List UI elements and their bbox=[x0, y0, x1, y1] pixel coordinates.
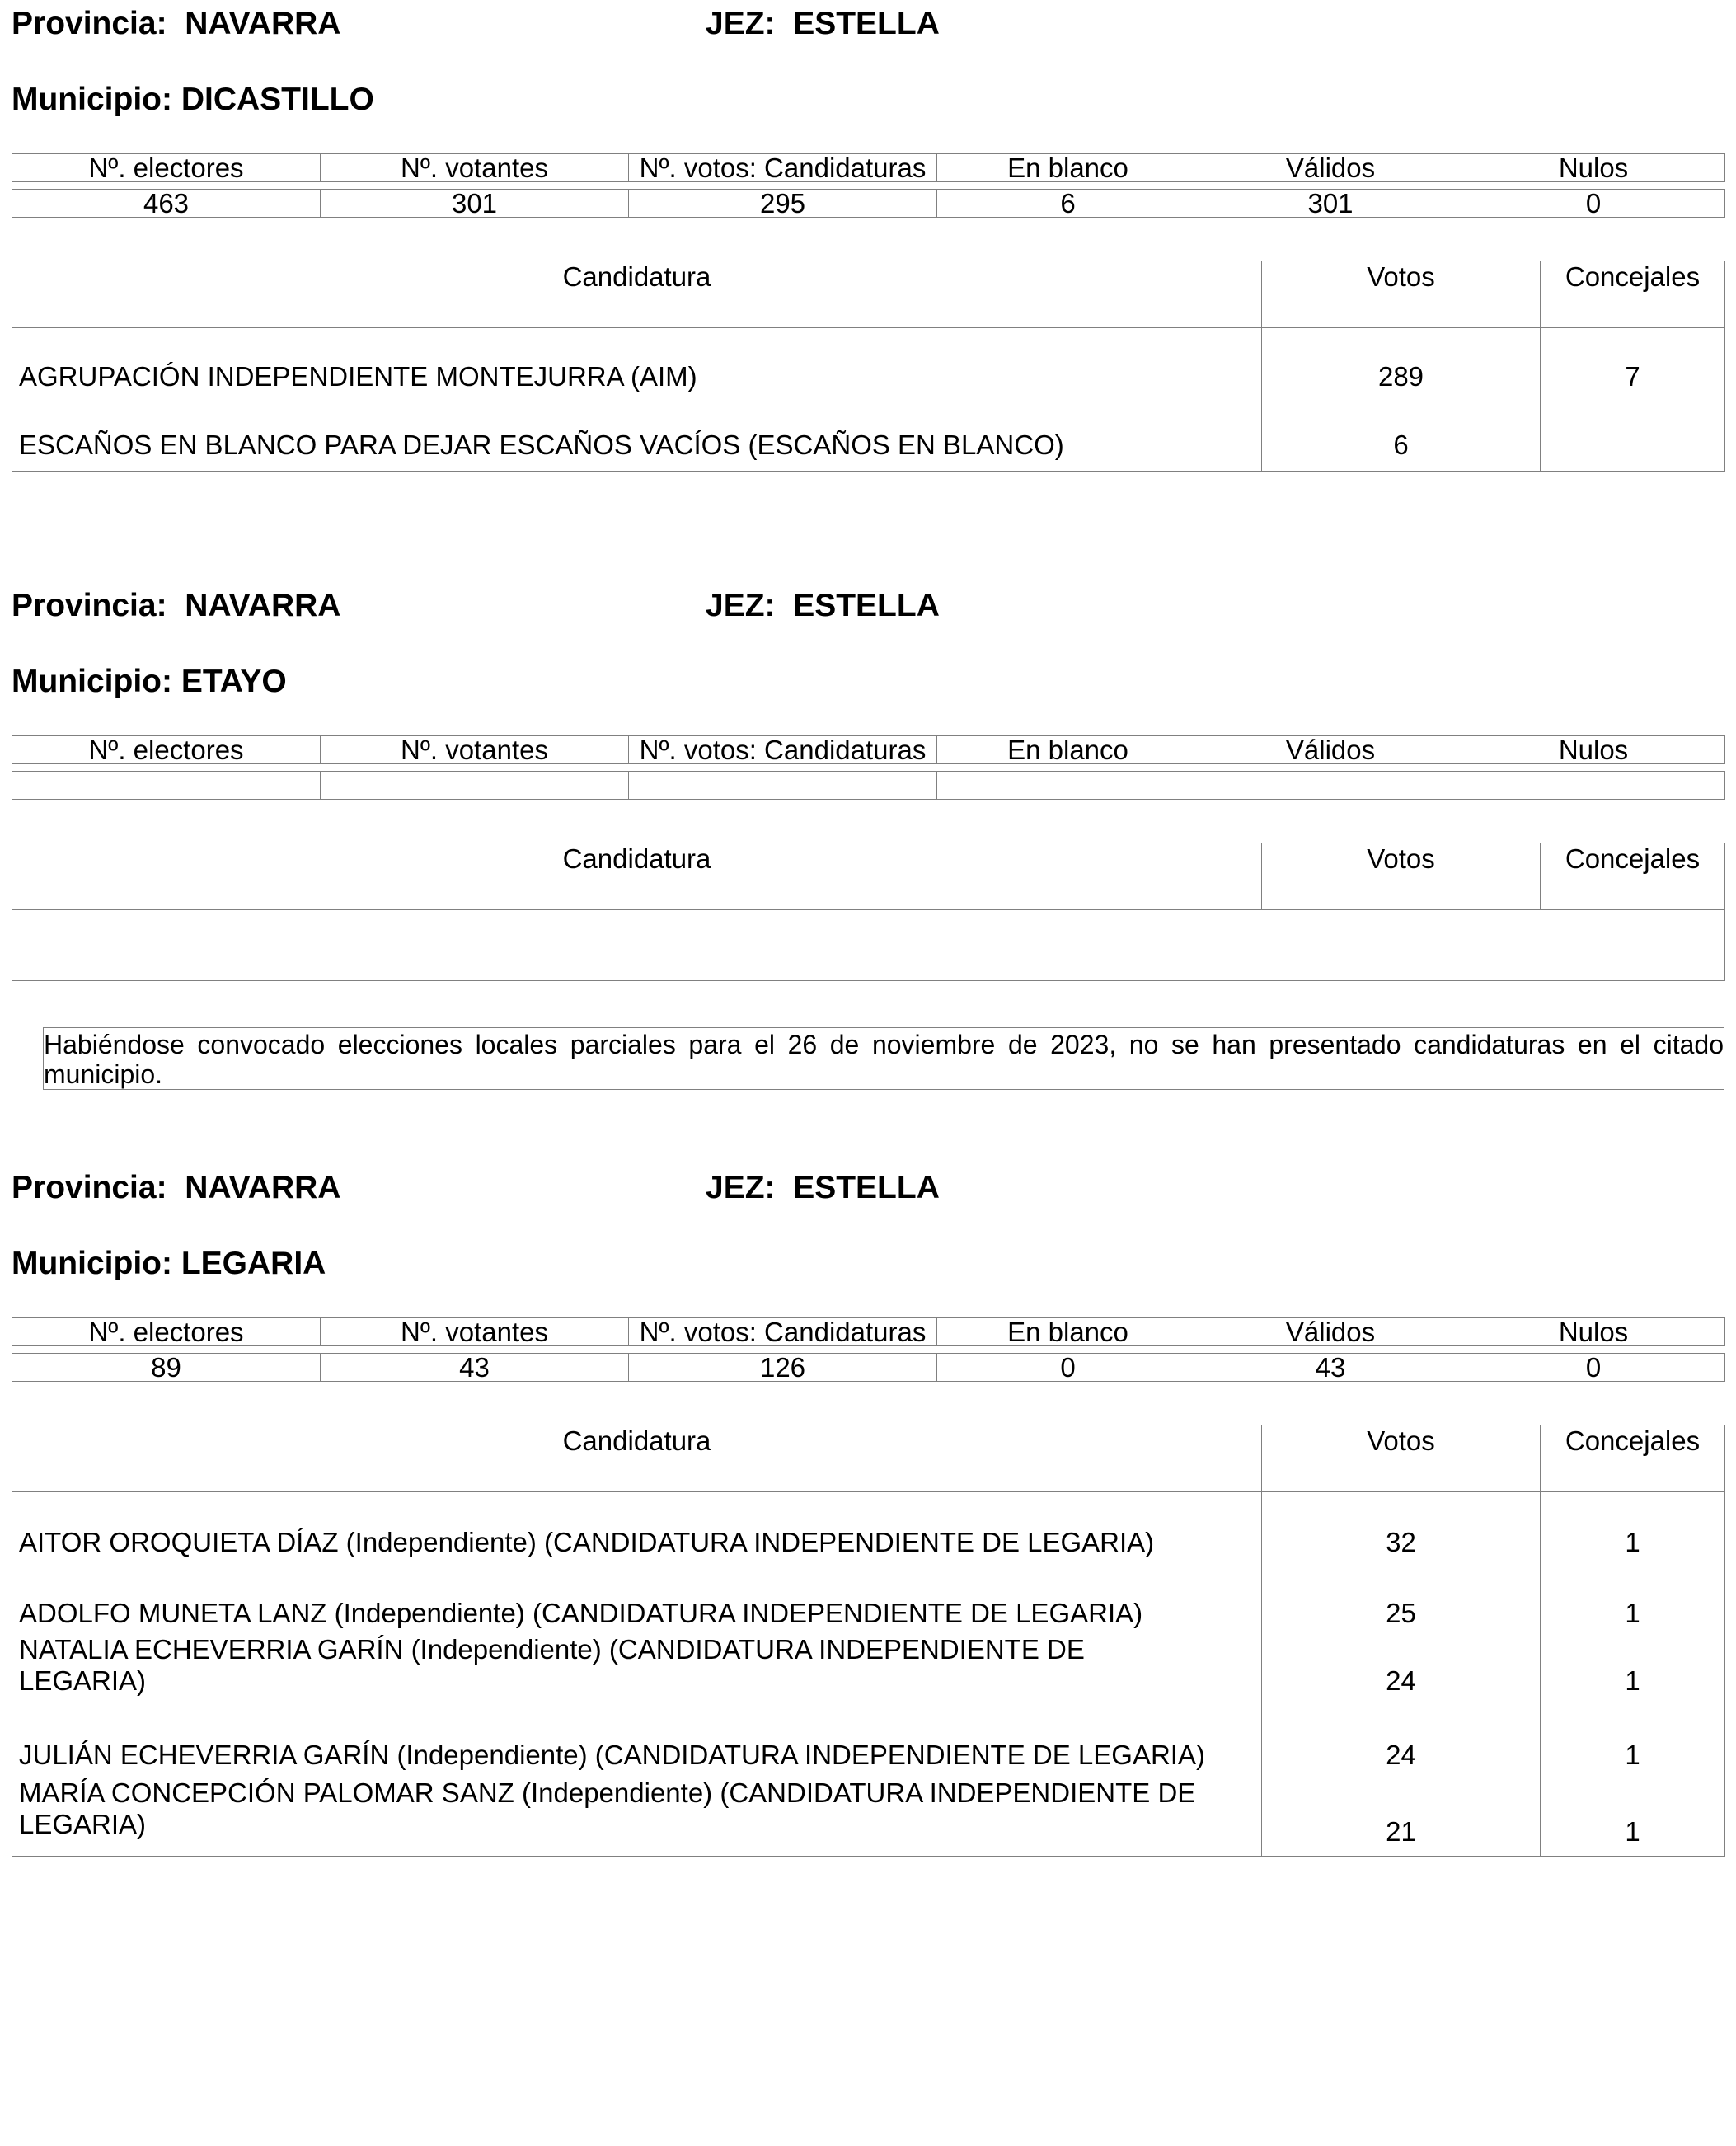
provincia-heading bbox=[12, 1169, 340, 1207]
stats-header-row bbox=[12, 736, 1725, 764]
candidatura-votos: 24 bbox=[1262, 1632, 1541, 1708]
stats-value-cell bbox=[12, 772, 321, 800]
votos-header: Votos bbox=[1262, 261, 1541, 328]
candidatura-votos: 32 bbox=[1262, 1492, 1541, 1563]
stats-value-cell bbox=[1199, 772, 1462, 800]
municipio-label: Municipio: bbox=[12, 664, 172, 699]
stats-table bbox=[12, 735, 1725, 800]
stats-header-cell: Nº. votos: Candidaturas bbox=[629, 736, 937, 764]
stats-value-cell: 43 bbox=[1199, 1354, 1462, 1382]
candidatura-votos: 21 bbox=[1262, 1774, 1541, 1857]
stats-value-cell: 301 bbox=[321, 190, 629, 218]
stats-header-cell: Nº. electores bbox=[12, 1318, 321, 1346]
candidatura-row bbox=[12, 401, 1725, 472]
candidatura-row bbox=[12, 1774, 1725, 1857]
candidaturas-header-row bbox=[12, 1425, 1725, 1492]
candidatura-votos: 6 bbox=[1262, 401, 1541, 472]
candidaturas-header-row bbox=[12, 843, 1725, 910]
stats-value-cell bbox=[629, 772, 937, 800]
candidatura-concejales: 1 bbox=[1541, 1774, 1725, 1857]
stats-header-cell: Nº. votos: Candidaturas bbox=[629, 1318, 937, 1346]
jez-value: ESTELLA bbox=[793, 1170, 940, 1205]
candidatura-name: MARÍA CONCEPCIÓN PALOMAR SANZ (Independiente) (CANDIDATURA INDEPENDIENTE DE LEGARIA) bbox=[12, 1774, 1262, 1857]
jez-value: ESTELLA bbox=[793, 588, 940, 623]
municipio-value: ETAYO bbox=[181, 664, 287, 699]
municipio-heading bbox=[12, 81, 374, 119]
provincia-label: Provincia: bbox=[12, 1170, 167, 1205]
stats-header-cell: En blanco bbox=[937, 1318, 1199, 1346]
concejales-header: Concejales bbox=[1541, 843, 1725, 910]
candidatura-row bbox=[12, 1563, 1725, 1632]
stats-header-cell: Válidos bbox=[1199, 736, 1462, 764]
candidaturas-table bbox=[12, 1425, 1725, 1857]
candidatura-concejales: 1 bbox=[1541, 1563, 1725, 1632]
stats-value-cell: 126 bbox=[629, 1354, 937, 1382]
municipio-heading bbox=[12, 663, 287, 701]
provincia-label: Provincia: bbox=[12, 6, 167, 41]
jez-heading bbox=[706, 1169, 940, 1207]
candidatura-concejales bbox=[1541, 401, 1725, 472]
candidaturas-header-row bbox=[12, 261, 1725, 328]
stats-header-cell: Nº. electores bbox=[12, 154, 321, 182]
candidatura-name: NATALIA ECHEVERRIA GARÍN (Independiente) (CANDIDATURA INDEPENDIENTE DE LEGARIA) bbox=[12, 1632, 1262, 1708]
candidatura-row bbox=[12, 1632, 1725, 1708]
candidatura-header: Candidatura bbox=[12, 843, 1262, 910]
jez-label: JEZ: bbox=[706, 588, 776, 623]
stats-value-cell: 295 bbox=[629, 190, 937, 218]
stats-header-cell: Nº. votantes bbox=[321, 154, 629, 182]
candidatura-concejales: 1 bbox=[1541, 1632, 1725, 1708]
stats-header-cell: Nº. electores bbox=[12, 736, 321, 764]
jez-heading bbox=[706, 587, 940, 625]
votos-header: Votos bbox=[1262, 843, 1541, 910]
provincia-value: NAVARRA bbox=[185, 6, 341, 41]
stats-value-cell: 301 bbox=[1199, 190, 1462, 218]
municipio-value: DICASTILLO bbox=[181, 82, 374, 117]
provincia-value: NAVARRA bbox=[185, 1170, 341, 1205]
municipio-heading bbox=[12, 1245, 326, 1283]
municipio-label: Municipio: bbox=[12, 82, 172, 117]
notice-box: Habiéndose convocado elecciones locales parciales para el 26 de noviembre de 2023, no se han presentado candidaturas en el citado municipio. bbox=[43, 1027, 1724, 1090]
stats-value-cell: 0 bbox=[1462, 1354, 1725, 1382]
stats-header-cell: Nulos bbox=[1462, 1318, 1725, 1346]
jez-label: JEZ: bbox=[706, 6, 776, 41]
stats-value-cell: 89 bbox=[12, 1354, 321, 1382]
candidatura-concejales: 1 bbox=[1541, 1708, 1725, 1774]
candidatura-votos: 24 bbox=[1262, 1708, 1541, 1774]
provincia-heading bbox=[12, 5, 340, 43]
stats-value-row bbox=[12, 1354, 1725, 1382]
municipio-value: LEGARIA bbox=[181, 1246, 326, 1281]
candidatura-name: AGRUPACIÓN INDEPENDIENTE MONTEJURRA (AIM) bbox=[12, 328, 1262, 401]
stats-table bbox=[12, 1317, 1725, 1382]
concejales-header: Concejales bbox=[1541, 1425, 1725, 1492]
candidatura-row bbox=[12, 1708, 1725, 1774]
jez-value: ESTELLA bbox=[793, 6, 940, 41]
candidatura-concejales: 7 bbox=[1541, 328, 1725, 401]
stats-value-cell bbox=[937, 772, 1199, 800]
empty-candidatura-row bbox=[12, 910, 1725, 981]
jez-heading bbox=[706, 5, 940, 43]
candidatura-votos: 25 bbox=[1262, 1563, 1541, 1632]
stats-header-cell: Nulos bbox=[1462, 736, 1725, 764]
stats-header-row bbox=[12, 1318, 1725, 1346]
candidatura-name: JULIÁN ECHEVERRIA GARÍN (Independiente) (CANDIDATURA INDEPENDIENTE DE LEGARIA) bbox=[12, 1708, 1262, 1774]
stats-value-cell bbox=[321, 772, 629, 800]
stats-header-cell: Válidos bbox=[1199, 1318, 1462, 1346]
votos-header: Votos bbox=[1262, 1425, 1541, 1492]
stats-value-cell: 43 bbox=[321, 1354, 629, 1382]
candidatura-concejales: 1 bbox=[1541, 1492, 1725, 1563]
stats-header-cell: Nº. votantes bbox=[321, 736, 629, 764]
stats-header-cell: Válidos bbox=[1199, 154, 1462, 182]
stats-value-cell: 463 bbox=[12, 190, 321, 218]
stats-header-row bbox=[12, 154, 1725, 182]
candidaturas-table bbox=[12, 261, 1725, 472]
candidatura-row bbox=[12, 328, 1725, 401]
stats-table bbox=[12, 153, 1725, 218]
stats-header-cell: Nº. votantes bbox=[321, 1318, 629, 1346]
municipio-label: Municipio: bbox=[12, 1246, 172, 1281]
candidatura-header: Candidatura bbox=[12, 1425, 1262, 1492]
stats-header-cell: Nulos bbox=[1462, 154, 1725, 182]
provincia-value: NAVARRA bbox=[185, 588, 341, 623]
provincia-label: Provincia: bbox=[12, 588, 167, 623]
provincia-heading bbox=[12, 587, 340, 625]
candidatura-name: ADOLFO MUNETA LANZ (Independiente) (CANDIDATURA INDEPENDIENTE DE LEGARIA) bbox=[12, 1563, 1262, 1632]
stats-value-cell: 0 bbox=[937, 1354, 1199, 1382]
candidatura-header: Candidatura bbox=[12, 261, 1262, 328]
candidatura-votos: 289 bbox=[1262, 328, 1541, 401]
concejales-header: Concejales bbox=[1541, 261, 1725, 328]
stats-value-cell bbox=[1462, 772, 1725, 800]
stats-value-cell: 6 bbox=[937, 190, 1199, 218]
stats-value-row bbox=[12, 190, 1725, 218]
candidatura-name: ESCAÑOS EN BLANCO PARA DEJAR ESCAÑOS VACÍOS (ESCAÑOS EN BLANCO) bbox=[12, 401, 1262, 472]
candidatura-row bbox=[12, 1492, 1725, 1563]
candidaturas-table bbox=[12, 843, 1725, 981]
stats-header-cell: Nº. votos: Candidaturas bbox=[629, 154, 937, 182]
stats-header-cell: En blanco bbox=[937, 154, 1199, 182]
candidatura-name: AITOR OROQUIETA DÍAZ (Independiente) (CANDIDATURA INDEPENDIENTE DE LEGARIA) bbox=[12, 1492, 1262, 1563]
stats-value-cell: 0 bbox=[1462, 190, 1725, 218]
jez-label: JEZ: bbox=[706, 1170, 776, 1205]
stats-header-cell: En blanco bbox=[937, 736, 1199, 764]
stats-value-row bbox=[12, 772, 1725, 800]
